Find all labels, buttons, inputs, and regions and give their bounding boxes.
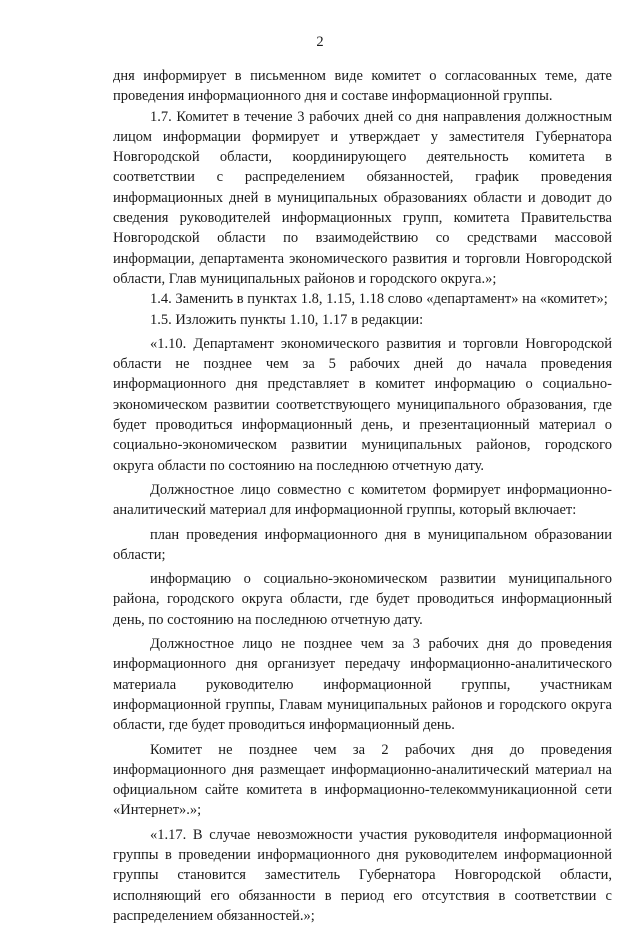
document-body bbox=[113, 66, 612, 926]
paragraph-1-17: «1.17. В случае невозможности участия руководителя информационной группы в проведении информационного дня руководителем информационной группы становится заместитель Губернатора Новгородской области, исполняющий его обязанности в период его отсутствия в соответствии с распределением обязанностей.»; bbox=[113, 826, 612, 924]
paragraph-continuation: дня информирует в письменном виде комитет о согласованных теме, дате проведения информационного дня и составе информационной группы. bbox=[113, 68, 612, 105]
paragraph-1-5: 1.5. Изложить пункты 1.10, 1.17 в редакции: bbox=[150, 311, 424, 328]
paragraph-1-4: 1.4. Заменить в пунктах 1.8, 1.15, 1.18 слово «департамент» на «комитет»; bbox=[150, 291, 608, 308]
paragraph-official-transfer: Должностное лицо не позднее чем за 3 рабочих дня до проведения информационного дня организует передачу информационно-аналитического материала руководителю информационной группы, участникам информационной группы, Главам муниципальных районов и городского округа области, где будет проводиться информационный день. bbox=[113, 636, 612, 734]
paragraph-committee-posts: Комитет не позднее чем за 2 рабочих дня до проведения информационного дня размещает информационно-аналитический материал на официальном сайте комитета в информационно-телекоммуникационной сети «Интернет».»; bbox=[113, 741, 612, 819]
paragraph-official-forms: Должностное лицо совместно с комитетом формирует информационно-аналитический материал для информационной группы, который включает: bbox=[113, 481, 612, 519]
page-number: 2 bbox=[316, 34, 324, 50]
paragraph-plan-item: план проведения информационного дня в муниципальном образовании области; bbox=[113, 526, 612, 563]
paragraph-1-10: «1.10. Департамент экономического развития и торговли Новгородской области не позднее чем за 5 рабочих дней до начала проведения информационного дня представляет в комитет информацию о социально-экономическом развитии соответствующего муниципального образования, где будет проводиться информационный день, и презентационный материал о социально-экономическом развитии муниципальных районов, городского округа области по состоянию на последнюю отчетную дату. bbox=[113, 335, 612, 474]
paragraph-1-7: 1.7. Комитет в течение 3 рабочих дней со дня направления должностным лицом информации формирует и утверждает у заместителя Губернатора Новгородской области, координирующего деятельность комитета в соответствии с распределением обязанностей, график проведения информационных дней в муниципальных образованиях области и доводит до сведения руководителей информационных групп, комитета Правительства Новгородской области по взаимодействию со средствами массовой информации, департамента экономического развития и торговли Новгородской области, Глав муниципальных районов и городского округа.»; bbox=[113, 108, 612, 287]
paragraph-info-item: информацию о социально-экономическом развитии муниципального района, городского округа области, где будет проводиться информационный день, по состоянию на последнюю отчетную дату. bbox=[113, 571, 612, 628]
